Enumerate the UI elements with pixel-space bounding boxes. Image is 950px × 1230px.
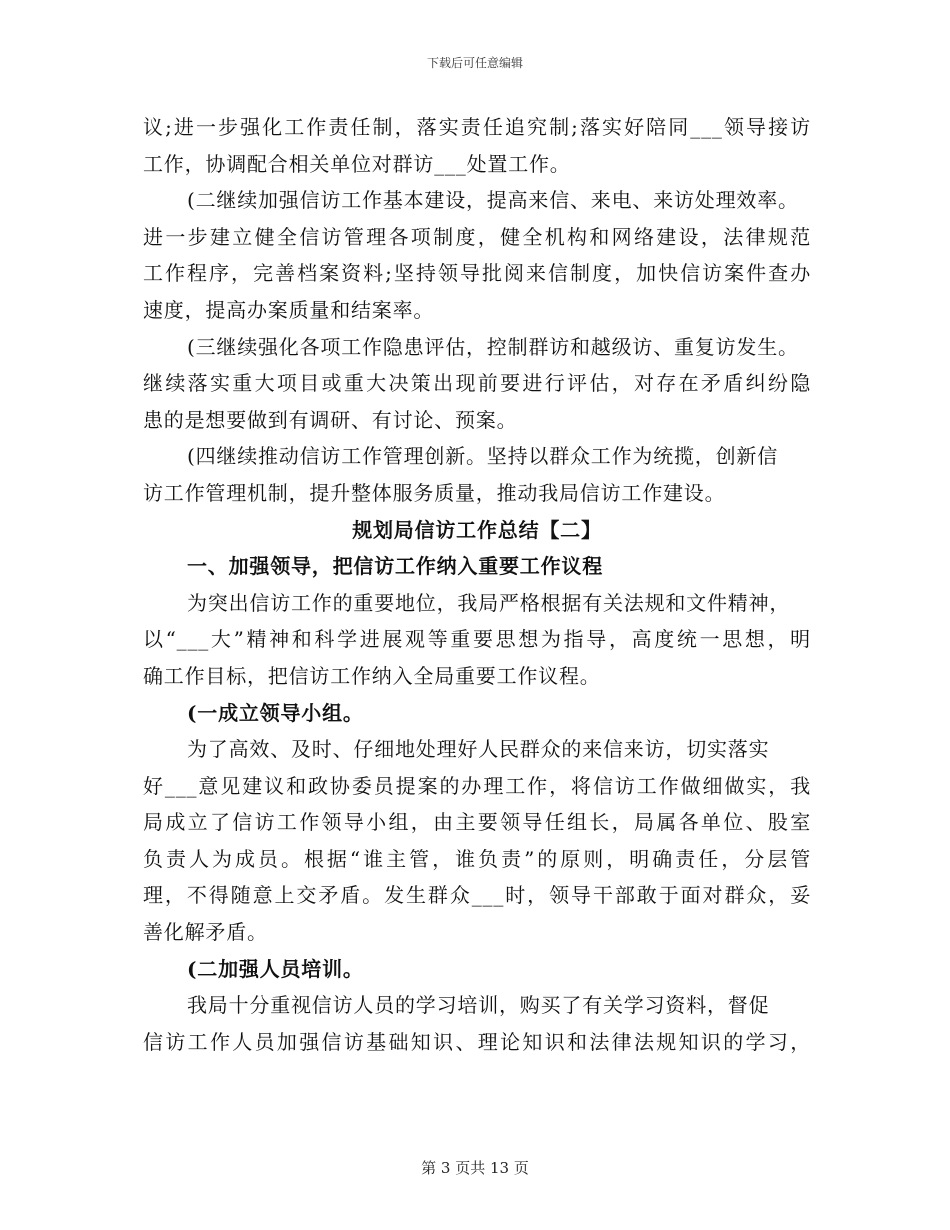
body-line: 理，不得随意上交矛盾。发生群众___时，领导干部敢于面对群众，妥 bbox=[143, 883, 811, 908]
body-line: 好___意见建议和政协委员提案的办理工作，将信访工作做细做实，我 bbox=[143, 773, 811, 798]
body-line: 议;进一步强化工作责任制，落实责任追究制;落实好陪同___领导接访 bbox=[143, 115, 811, 139]
body-line: 继续落实重大项目或重大决策出现前要进行评估，对存在矛盾纠纷隐 bbox=[143, 371, 811, 396]
paragraph-start: (三继续强化各项工作隐患评估，控制群访和越级访、重复访发生。 bbox=[187, 334, 799, 359]
body-line: 工作，协调配合相关单位对群访___处置工作。 bbox=[143, 151, 571, 176]
body-line: 患的是想要做到有调研、有讨论、预案。 bbox=[143, 407, 518, 432]
body-line: 负责人为成员。根据“谁主管，谁负责”的原则，明确责任，分层管 bbox=[143, 846, 811, 871]
body-line: 善化解矛盾。 bbox=[143, 920, 268, 945]
section-title: 规划局信访工作总结【二】 bbox=[352, 517, 602, 542]
page-footer: 第 3 页共 13 页 bbox=[421, 1159, 529, 1177]
body-line: 进一步建立健全信访管理各项制度，健全机构和网络建设，法律规范 bbox=[143, 224, 811, 249]
body-line: 访工作管理机制，提升整体服务质量，推动我局信访工作建设。 bbox=[143, 480, 726, 505]
subsection-heading: (一成立领导小组。 bbox=[187, 700, 364, 725]
body-line: 确工作目标，把信访工作纳入全局重要工作议程。 bbox=[143, 663, 601, 688]
document-body bbox=[143, 109, 811, 1060]
paragraph-start: (四继续推动信访工作管理创新。坚持以群众工作为统揽，创新信 bbox=[187, 444, 779, 469]
body-line: 局成立了信访工作领导小组，由主要领导任组长，局属各单位、股室 bbox=[143, 810, 811, 835]
body-line: 速度，提高办案质量和结案率。 bbox=[143, 297, 435, 322]
body-line: 工作程序，完善档案资料;坚持领导批阅来信制度，加快信访案件查办 bbox=[143, 261, 811, 286]
paragraph-start: (二继续加强信访工作基本建设，提高来信、来电、来访处理效率。 bbox=[187, 188, 799, 213]
paragraph-start: 我局十分重视信访人员的学习培训，购买了有关学习资料，督促 bbox=[187, 993, 770, 1018]
body-line: 信访工作人员加强信访基础知识、理论知识和法律法规知识的学习， bbox=[143, 1029, 811, 1054]
paragraph-start: 为突出信访工作的重要地位，我局严格根据有关法规和文件精神， bbox=[187, 590, 791, 615]
section-heading: 一、加强领导，把信访工作纳入重要工作议程 bbox=[187, 554, 603, 579]
subsection-heading: (二加强人员培训。 bbox=[187, 956, 364, 981]
paragraph-start: 为了高效、及时、仔细地处理好人民群众的来信来访，切实落实 bbox=[187, 737, 770, 762]
body-line: 以“___大”精神和科学进展观等重要思想为指导，高度统一思想，明 bbox=[143, 627, 811, 652]
page-header: 下载后可任意编辑 bbox=[426, 56, 523, 70]
